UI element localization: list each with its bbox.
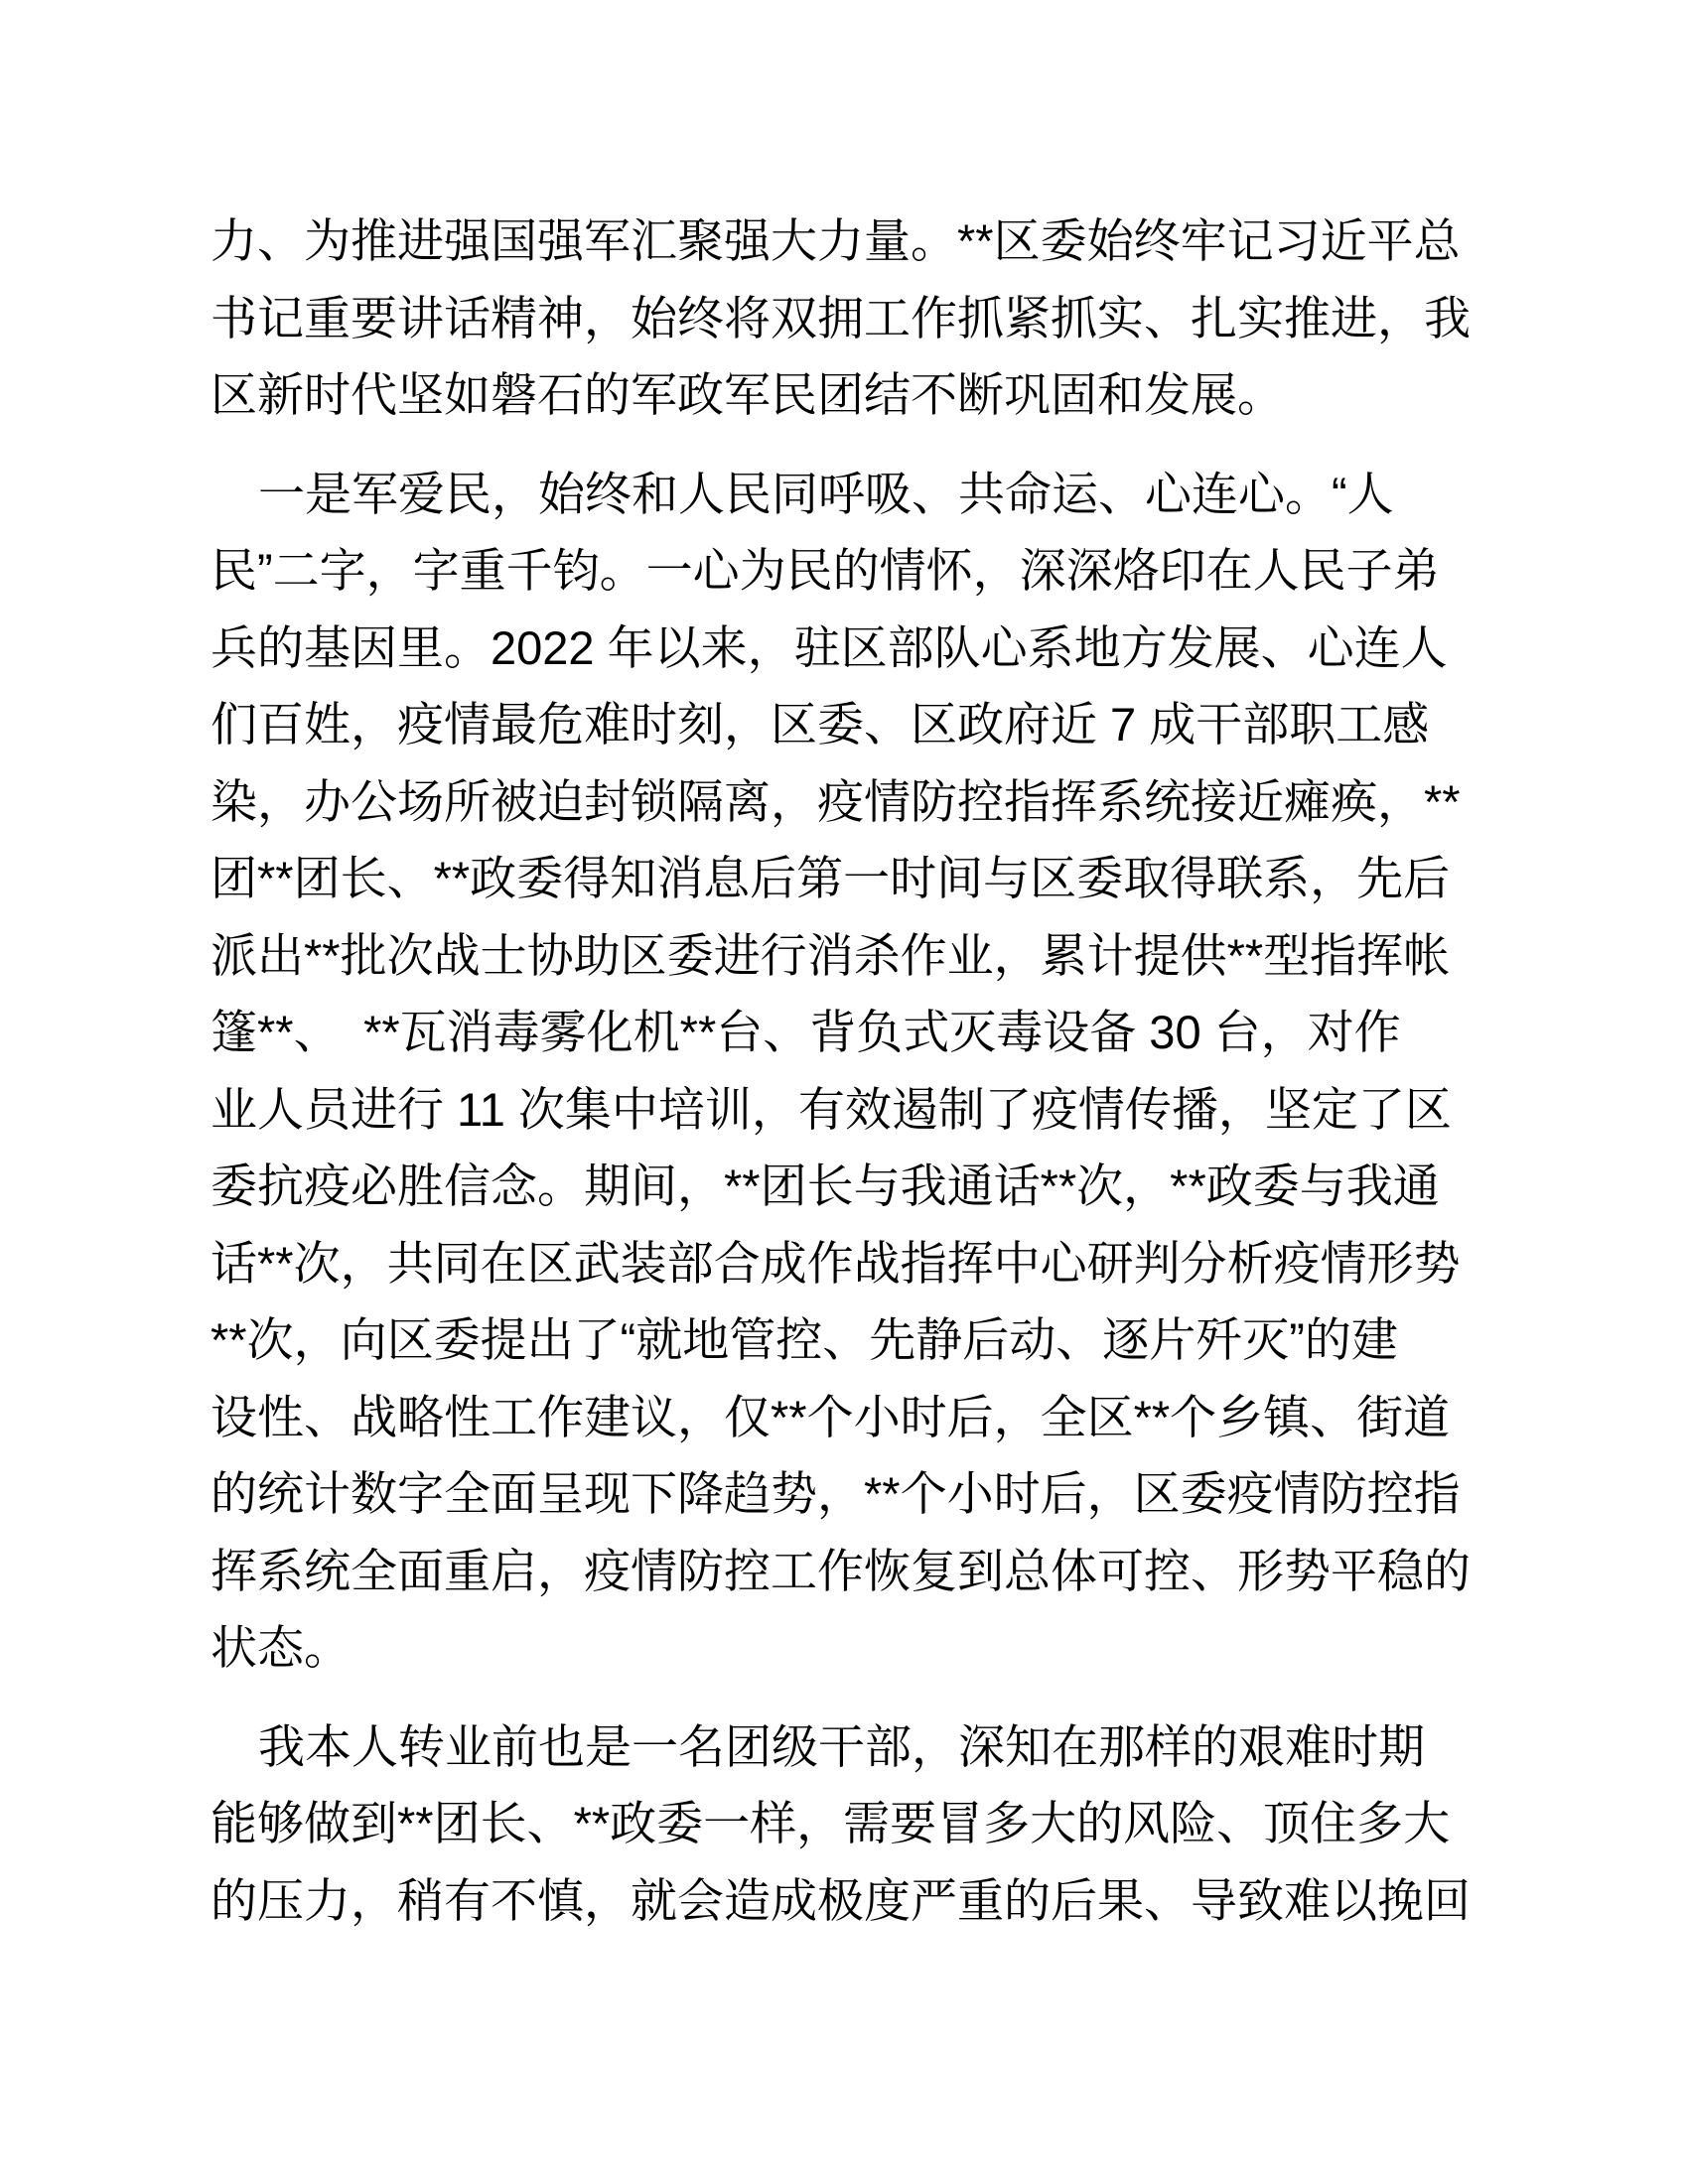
paragraph-2 [211, 456, 1511, 1687]
text-line: 话**次，共同在区武装部合成作战指挥中心研判分析疫情形势 [211, 1236, 1461, 1290]
text-line: 委抗疫必胜信念。期间，**团长与我通话**次，**政委与我通 [211, 1160, 1440, 1212]
text-line: **次，向区委提出了“就地管控、先静后动、逐片歼灭”的建 [211, 1313, 1398, 1366]
text-line: 染，办公场所被迫封锁隔离，疫情防控指挥系统接近瘫痪，** [211, 774, 1461, 828]
paragraph-3 [211, 1708, 1511, 1940]
text-line: 业人员进行 11 次集中培训，有效遏制了疫情传播，坚定了区 [211, 1082, 1452, 1136]
text-line: 力、为推进强国强军汇聚强大力量。**区委始终牢记习近平总 [211, 214, 1461, 267]
text-line: 书记重要讲话精神，始终将双拥工作抓紧抓实、扎实推进，我 [211, 291, 1471, 344]
text-line: 能够做到**团长、**政委一样，需要冒多大的风险、顶住多大 [211, 1797, 1451, 1849]
text-line: 我本人转业前也是一名团级干部，深知在那样的艰难时期 [258, 1719, 1425, 1773]
text-line: 兵的基因里。2022 年以来，驻区部队心系地方发展、心连人 [211, 620, 1448, 674]
text-line: 派出**批次战士协助区委进行消杀作业，累计提供**型指挥帐 [211, 928, 1451, 982]
text-line: 民”二字，字重千钧。一心为民的情怀，深深烙印在人民子弟 [211, 544, 1440, 597]
text-line: 区新时代坚如磐石的军政军民团结不断巩固和发展。 [211, 368, 1284, 421]
text-line: 们百姓，疫情最危难时刻，区委、区政府近 7 成干部职工感 [211, 698, 1430, 751]
document-page [211, 203, 1511, 1939]
text-line: 设性、战略性工作建议，仅**个小时后，全区**个乡镇、街道 [211, 1390, 1451, 1443]
text-line: 的统计数字全面呈现下降趋势，**个小时后，区委疫情防控指 [211, 1467, 1461, 1520]
text-line: 一是军爱民，始终和人民同呼吸、共命运、心连心。“人 [258, 467, 1394, 520]
text-line: 状态。 [211, 1621, 351, 1674]
paragraph-1 [211, 203, 1511, 434]
text-line: 团**团长、**政委得知消息后第一时间与区委取得联系，先后 [211, 852, 1451, 904]
text-line: 挥系统全面重启，疫情防控工作恢复到总体可控、形势平稳的 [211, 1544, 1471, 1597]
text-line: 的压力，稍有不慎，就会造成极度严重的后果、导致难以挽回 [211, 1873, 1471, 1927]
text-line: 篷**、 **瓦消毒雾化机**台、背负式灭毒设备 30 台，对作 [211, 1006, 1401, 1058]
